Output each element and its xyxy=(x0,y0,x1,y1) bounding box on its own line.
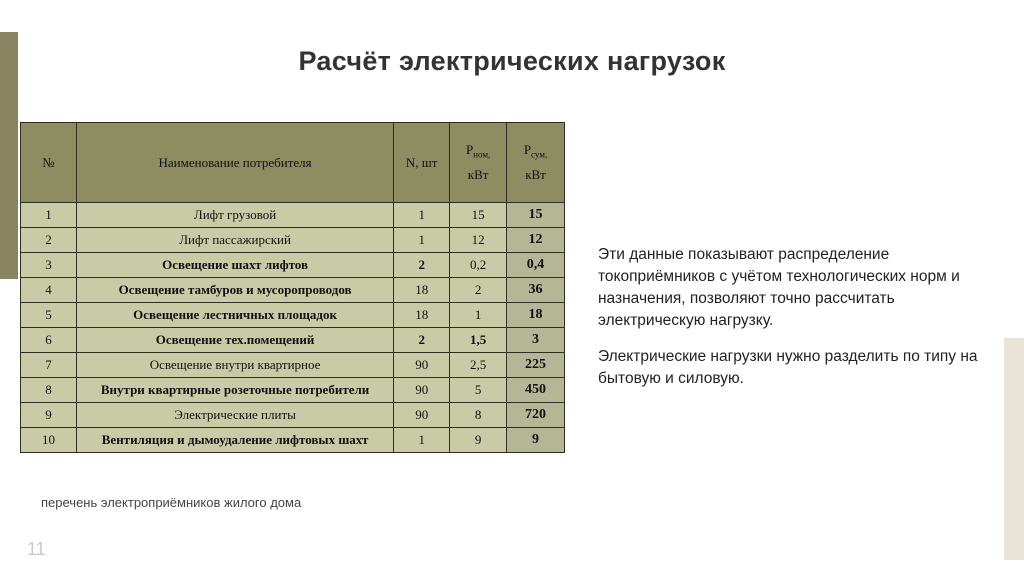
page-number: 11 xyxy=(27,539,46,559)
cell-p-nom: 8 xyxy=(450,403,507,428)
cell-p-sum: 450 xyxy=(507,378,565,403)
cell-name: Освещение тех.помещений xyxy=(76,328,393,353)
cell-count: 90 xyxy=(394,353,450,378)
cell-num: 10 xyxy=(21,428,77,453)
slide-title: Расчёт электрических нагрузок xyxy=(298,46,726,76)
cell-count: 1 xyxy=(394,228,450,253)
cell-p-sum: 9 xyxy=(507,428,565,453)
cell-num: 8 xyxy=(21,378,77,403)
cell-name: Лифт пассажирский xyxy=(76,228,393,253)
cell-name: Электрические плиты xyxy=(76,403,393,428)
cell-name: Внутри квартирные розеточные потребители xyxy=(76,378,393,403)
table-row xyxy=(21,303,565,328)
table-row xyxy=(21,228,565,253)
header-p-sum: $P_{сум,}$ кВт xyxy=(507,123,565,203)
cell-name: Освещение внутри квартирное xyxy=(76,353,393,378)
cell-p-nom: 2,5 xyxy=(450,353,507,378)
cell-p-nom: 15 xyxy=(450,203,507,228)
cell-count: 2 xyxy=(394,253,450,278)
cell-p-sum: 3 xyxy=(507,328,565,353)
cell-name: Освещение лестничных площадок xyxy=(76,303,393,328)
cell-p-nom: 0,2 xyxy=(450,253,507,278)
header-p-nom: $P_{ном,}$ кВт xyxy=(450,123,507,203)
cell-name: Освещение шахт лифтов xyxy=(76,253,393,278)
cell-count: 18 xyxy=(394,303,450,328)
cell-count: 1 xyxy=(394,428,450,453)
cell-num: 1 xyxy=(21,203,77,228)
cell-count: 90 xyxy=(394,403,450,428)
cell-name: Освещение тамбуров и мусоропроводов xyxy=(76,278,393,303)
description-paragraph-2: Электрические нагрузки нужно разделить по типу на бытовую и силовую. xyxy=(598,348,978,387)
cell-num: 3 xyxy=(21,253,77,278)
cell-p-sum: 18 xyxy=(507,303,565,328)
cell-num: 2 xyxy=(21,228,77,253)
table-row xyxy=(21,378,565,403)
header-name: Наименование потребителя xyxy=(76,123,393,203)
cell-p-sum: 15 xyxy=(507,203,565,228)
cell-p-nom: 1 xyxy=(450,303,507,328)
table-row xyxy=(21,403,565,428)
cell-p-nom: 5 xyxy=(450,378,507,403)
header-num: № xyxy=(21,123,77,203)
cell-num: 9 xyxy=(21,403,77,428)
table-row xyxy=(21,203,565,228)
cell-p-nom: 1,5 xyxy=(450,328,507,353)
cell-count: 18 xyxy=(394,278,450,303)
cell-p-sum: 0,4 xyxy=(507,253,565,278)
cell-num: 5 xyxy=(21,303,77,328)
cell-name: Вентиляция и дымоудаление лифтовых шахт xyxy=(76,428,393,453)
header-count: N, шт xyxy=(394,123,450,203)
cell-num: 4 xyxy=(21,278,77,303)
accent-bar-right xyxy=(1004,338,1024,560)
table-row xyxy=(21,278,565,303)
description-paragraph-1: Эти данные показывают распределение токоприёмников с учётом технологических норм и назначения, позволяют точно рассчитать электрическую нагрузку. xyxy=(598,246,960,329)
table-row xyxy=(21,328,565,353)
cell-p-sum: 36 xyxy=(507,278,565,303)
table-header-row xyxy=(21,123,565,203)
cell-p-nom: 12 xyxy=(450,228,507,253)
cell-p-nom: 2 xyxy=(450,278,507,303)
cell-p-sum: 720 xyxy=(507,403,565,428)
cell-num: 7 xyxy=(21,353,77,378)
description-block xyxy=(598,244,998,404)
cell-p-sum: 225 xyxy=(507,353,565,378)
cell-count: 90 xyxy=(394,378,450,403)
cell-count: 2 xyxy=(394,328,450,353)
cell-name: Лифт грузовой xyxy=(76,203,393,228)
table-row xyxy=(21,253,565,278)
table-row xyxy=(21,428,565,453)
table-caption: перечень электроприёмников жилого дома xyxy=(41,495,302,510)
table-row xyxy=(21,353,565,378)
cell-num: 6 xyxy=(21,328,77,353)
cell-p-sum: 12 xyxy=(507,228,565,253)
cell-count: 1 xyxy=(394,203,450,228)
loads-table xyxy=(20,122,565,453)
cell-p-nom: 9 xyxy=(450,428,507,453)
